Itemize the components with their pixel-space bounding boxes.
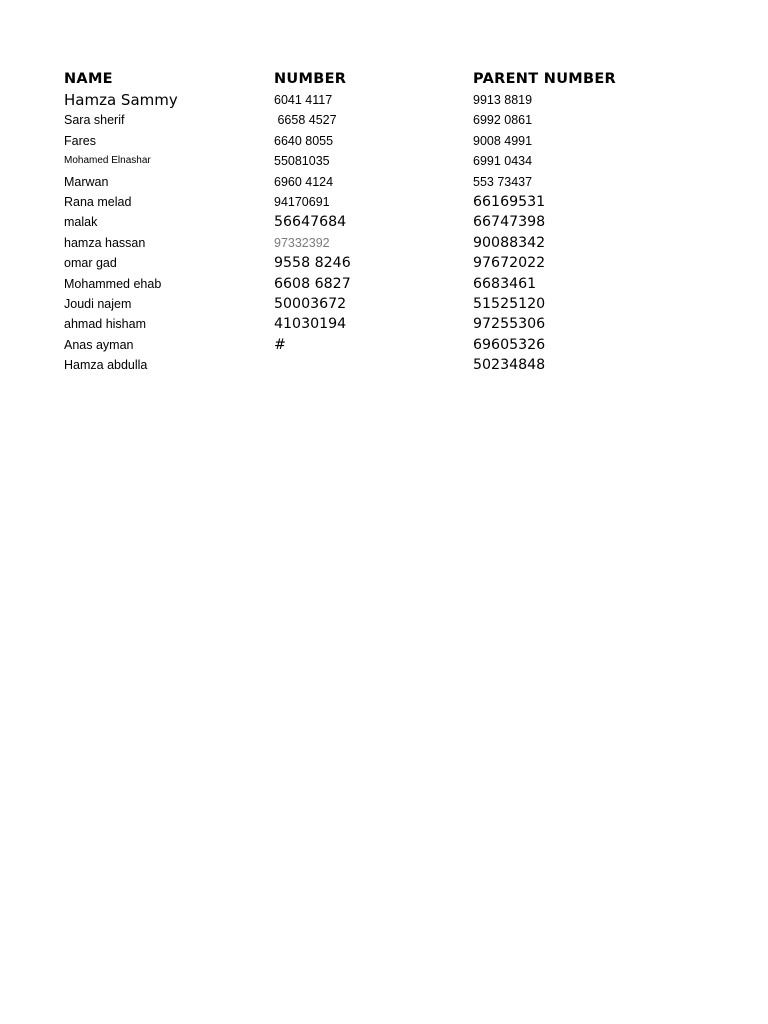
parent-number-cell: 66169531 bbox=[473, 193, 546, 210]
number-cell: 6608 6827 bbox=[274, 275, 351, 292]
number-cell: 6041 4117 bbox=[274, 93, 333, 107]
number-cell: # bbox=[274, 336, 286, 353]
table-row bbox=[64, 192, 704, 212]
parent-number-cell: 50234848 bbox=[473, 357, 546, 374]
parent-number-cell: 90088342 bbox=[473, 234, 546, 251]
parent-number-cell: 66747398 bbox=[473, 214, 546, 231]
parent-number-cell: 6683461 bbox=[473, 275, 537, 292]
name-cell: Joudi najem bbox=[64, 296, 132, 311]
table-row bbox=[64, 253, 704, 273]
table-row bbox=[64, 212, 704, 232]
name-cell: Marwan bbox=[64, 174, 109, 189]
name-cell: Fares bbox=[64, 133, 96, 148]
table-row bbox=[64, 233, 704, 253]
name-cell: Anas ayman bbox=[64, 337, 134, 352]
header-name: NAME bbox=[64, 71, 113, 87]
name-cell: malak bbox=[64, 215, 98, 230]
header-number: NUMBER bbox=[274, 71, 347, 87]
name-cell: Hamza Sammy bbox=[64, 91, 178, 109]
table-row bbox=[64, 151, 704, 171]
number-cell: 50003672 bbox=[274, 295, 347, 312]
header-parent-number: PARENT NUMBER bbox=[473, 71, 617, 87]
number-cell: 6658 4527 bbox=[274, 113, 337, 128]
parent-number-cell: 9008 4991 bbox=[473, 133, 533, 148]
name-cell: ahmad hisham bbox=[64, 317, 146, 332]
table-row bbox=[64, 110, 704, 130]
name-cell: Mohamed Elnashar bbox=[64, 155, 151, 167]
number-cell: 9558 8246 bbox=[274, 255, 351, 272]
name-cell: hamza hassan bbox=[64, 235, 146, 250]
name-cell: Hamza abdulla bbox=[64, 358, 148, 373]
parent-number-cell: 6992 0861 bbox=[473, 113, 533, 128]
parent-number-cell: 97672022 bbox=[473, 255, 546, 272]
table-row bbox=[64, 90, 704, 110]
number-cell: 56647684 bbox=[274, 214, 347, 231]
table-row bbox=[64, 355, 704, 375]
table-row bbox=[64, 335, 704, 355]
name-cell: Mohammed ehab bbox=[64, 276, 162, 291]
parent-number-cell: 6991 0434 bbox=[473, 154, 533, 169]
parent-number-cell: 97255306 bbox=[473, 316, 546, 333]
number-cell: 6960 4124 bbox=[274, 174, 334, 189]
parent-number-cell: 553 73437 bbox=[473, 174, 533, 189]
contacts-sheet bbox=[64, 69, 704, 375]
table-row bbox=[64, 172, 704, 192]
number-cell: 41030194 bbox=[274, 316, 347, 333]
name-cell: Rana melad bbox=[64, 194, 132, 209]
parent-number-cell: 51525120 bbox=[473, 295, 546, 312]
name-cell: Sara sherif bbox=[64, 113, 125, 128]
header-row bbox=[64, 69, 704, 90]
number-cell: 94170691 bbox=[274, 194, 330, 209]
name-cell: omar gad bbox=[64, 256, 117, 271]
table-row bbox=[64, 274, 704, 294]
table-row bbox=[64, 294, 704, 314]
number-cell: 55081035 bbox=[274, 154, 330, 169]
number-cell: 6640 8055 bbox=[274, 133, 334, 148]
parent-number-cell: 9913 8819 bbox=[473, 93, 533, 107]
table-row bbox=[64, 314, 704, 334]
parent-number-cell: 69605326 bbox=[473, 336, 546, 353]
table-row bbox=[64, 131, 704, 151]
number-cell: 97332392 bbox=[274, 235, 330, 250]
